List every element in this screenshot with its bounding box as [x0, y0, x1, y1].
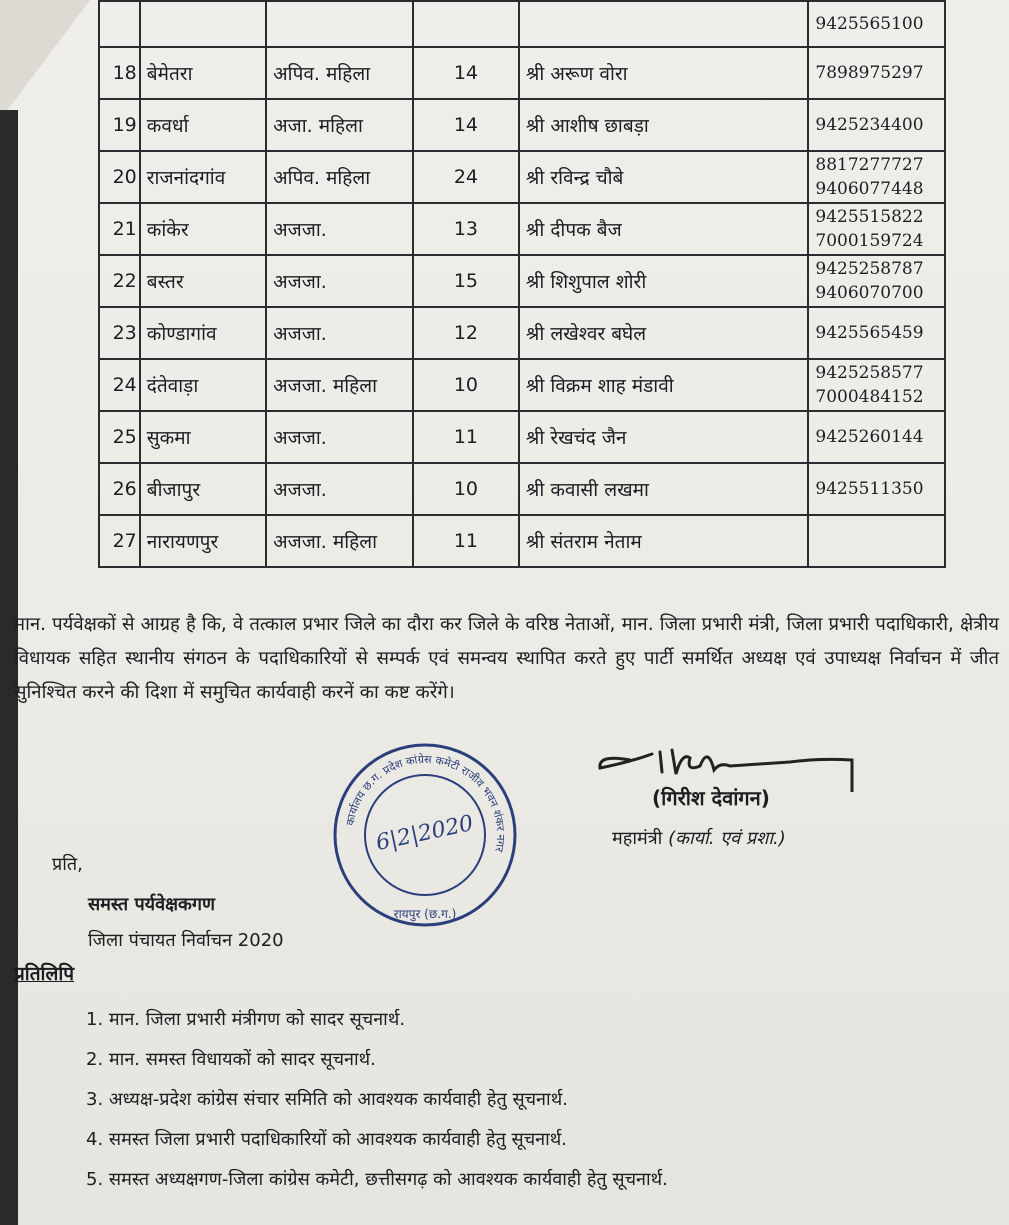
phone-number: 9425565100 [815, 14, 924, 34]
phone-number: 9425234400 [815, 115, 924, 135]
phone-number: 9425565459 [815, 323, 924, 343]
table-row [99, 47, 945, 99]
table-row [99, 515, 945, 567]
phone-cell [808, 151, 945, 203]
phone-cell [808, 411, 945, 463]
stamp-city: रायपुर (छ.ग.) [393, 907, 457, 921]
category-cell: अजा. महिला [266, 99, 413, 151]
phone-number: 7000159724 [815, 231, 924, 251]
observer-name-cell: श्री रविन्द्र चौबे [519, 151, 808, 203]
district-cell: बीजापुर [140, 463, 266, 515]
district-cell: बस्तर [140, 255, 266, 307]
district-cell: कवर्धा [140, 99, 266, 151]
copy-list-item: 4. समस्त जिला प्रभारी पदाधिकारियों को आवश्यक कार्यवाही हेतु सूचनार्थ. [86, 1129, 568, 1150]
phone-number: 7898975297 [815, 63, 924, 83]
count-cell: 10 [413, 359, 519, 411]
recipient-line-1: समस्त पर्यवेक्षकगण [88, 894, 216, 915]
phone-number: 7000484152 [815, 387, 924, 407]
observer-name-cell: श्री अरूण वोरा [519, 47, 808, 99]
observer-table [98, 0, 946, 568]
table-row [99, 411, 945, 463]
category-cell: अजजा. महिला [266, 515, 413, 567]
row-number: 20 [99, 151, 140, 203]
phone-cell [808, 359, 945, 411]
observer-name-cell: श्री आशीष छाबड़ा [519, 99, 808, 151]
table-row [99, 359, 945, 411]
row-number: 21 [99, 203, 140, 255]
district-cell: राजनांदगांव [140, 151, 266, 203]
category-cell: अपिव. महिला [266, 47, 413, 99]
observer-name-cell: श्री रेखचंद जैन [519, 411, 808, 463]
count-cell: 10 [413, 463, 519, 515]
phone-cell [808, 99, 945, 151]
phone-number: 9425515822 [815, 207, 924, 227]
table-row [99, 151, 945, 203]
category-cell: अजजा. [266, 203, 413, 255]
copy-list [86, 1000, 668, 1200]
row-number: 22 [99, 255, 140, 307]
copy-heading: प्रतिलिपि [14, 963, 75, 985]
row-number: 18 [99, 47, 140, 99]
count-cell: 15 [413, 255, 519, 307]
phone-number: 9425260144 [815, 427, 924, 447]
phone-number: 8817277727 [815, 155, 924, 175]
count-cell: 14 [413, 47, 519, 99]
row-number: 24 [99, 359, 140, 411]
observer-name-cell: श्री संतराम नेताम [519, 515, 808, 567]
phone-cell [808, 255, 945, 307]
recipient-line-2: जिला पंचायत निर्वाचन 2020 [88, 930, 284, 951]
phone-number: 9425511350 [815, 479, 924, 499]
category-cell: अजजा. [266, 255, 413, 307]
category-cell: अजजा. महिला [266, 359, 413, 411]
phone-number: 9406077448 [815, 179, 924, 199]
category-cell: अजजा. [266, 411, 413, 463]
table-row [99, 99, 945, 151]
row-number: 19 [99, 99, 140, 151]
district-cell: कोण्डागांव [140, 307, 266, 359]
request-paragraph: मान. पर्यवेक्षकों से आग्रह है कि, वे तत्काल प्रभार जिले का दौरा कर जिले के वरिष्ठ नेताओं, मान. जिला प्रभारी मंत्री, जिला प्रभारी पदाधिकारी, क्षेत्रीय विधायक सहित स्थानीय संगठन के पदाधिकारियों से सम्पर्क एवं समन्वय स्थापित करते हुए पार्टी समर्थित अध्यक्ष एवं उपाध्यक्ष निर्वाचन में जीत सुनिश्चित करने की दिशा में समुचित कार्यवाही करनें का कष्ट करेंगे। [14, 614, 999, 703]
table-row [99, 307, 945, 359]
observer-name-cell: श्री कवासी लखमा [519, 463, 808, 515]
observer-name-cell: श्री शिशुपाल शोरी [519, 255, 808, 307]
district-cell: सुकमा [140, 411, 266, 463]
table-row [99, 203, 945, 255]
observer-name-cell: श्री लखेश्वर बघेल [519, 307, 808, 359]
row-number: 27 [99, 515, 140, 567]
count-cell: 11 [413, 515, 519, 567]
district-cell: कांकेर [140, 203, 266, 255]
copy-list-item: 3. अध्यक्ष-प्रदेश कांग्रेस संचार समिति को आवश्यक कार्यवाही हेतु सूचनार्थ. [86, 1089, 568, 1110]
count-cell: 11 [413, 411, 519, 463]
count-cell: 12 [413, 307, 519, 359]
row-number: 23 [99, 307, 140, 359]
phone-cell [808, 463, 945, 515]
phone-cell [808, 47, 945, 99]
observer-name-cell: श्री विक्रम शाह मंडावी [519, 359, 808, 411]
handwritten-signature [590, 732, 860, 792]
copy-list-item: 5. समस्त अध्यक्षगण-जिला कांग्रेस कमेटी, छत्तीसगढ़ को आवश्यक कार्यवाही हेतु सूचनार्थ. [86, 1169, 668, 1190]
phone-cell [808, 515, 945, 567]
district-cell: नारायणपुर [140, 515, 266, 567]
phone-cell [808, 307, 945, 359]
category-cell: अपिव. महिला [266, 151, 413, 203]
stamp-ring-text: कार्यालय छ.ग. प्रदेश कांग्रेस कमेटी राजीव भवन शंकर नगर [343, 752, 508, 854]
phone-cell [808, 203, 945, 255]
signer-title [612, 826, 786, 850]
row-number: 26 [99, 463, 140, 515]
stamp-date: 6|2|2020 [373, 811, 476, 857]
copy-list-item: 1. मान. जिला प्रभारी मंत्रीगण को सादर सूचनार्थ. [86, 1009, 406, 1030]
folded-corner [0, 0, 90, 120]
copy-list-item: 2. मान. समस्त विधायकों को सादर सूचनार्थ. [86, 1049, 376, 1070]
district-cell: बेमेतरा [140, 47, 266, 99]
signer-department: (कार्या. एवं प्रशा.) [668, 828, 786, 849]
table-row [99, 463, 945, 515]
observer-name-cell: श्री दीपक बैज [519, 203, 808, 255]
category-cell: अजजा. [266, 307, 413, 359]
count-cell: 13 [413, 203, 519, 255]
table-row [99, 255, 945, 307]
phone-number: 9425258577 [815, 363, 924, 383]
table-row-partial [99, 1, 945, 47]
count-cell: 24 [413, 151, 519, 203]
signer-designation: महामंत्री [612, 828, 663, 849]
count-cell: 14 [413, 99, 519, 151]
category-cell: अजजा. [266, 463, 413, 515]
district-cell: दंतेवाड़ा [140, 359, 266, 411]
phone-number: 9425258787 [815, 259, 924, 279]
signer-name: (गिरीश देवांगन) [652, 786, 770, 810]
to-label: प्रति, [52, 854, 83, 875]
office-stamp [330, 740, 520, 930]
phone-number: 9406070700 [815, 283, 924, 303]
row-number: 25 [99, 411, 140, 463]
phone-cell [808, 1, 945, 47]
